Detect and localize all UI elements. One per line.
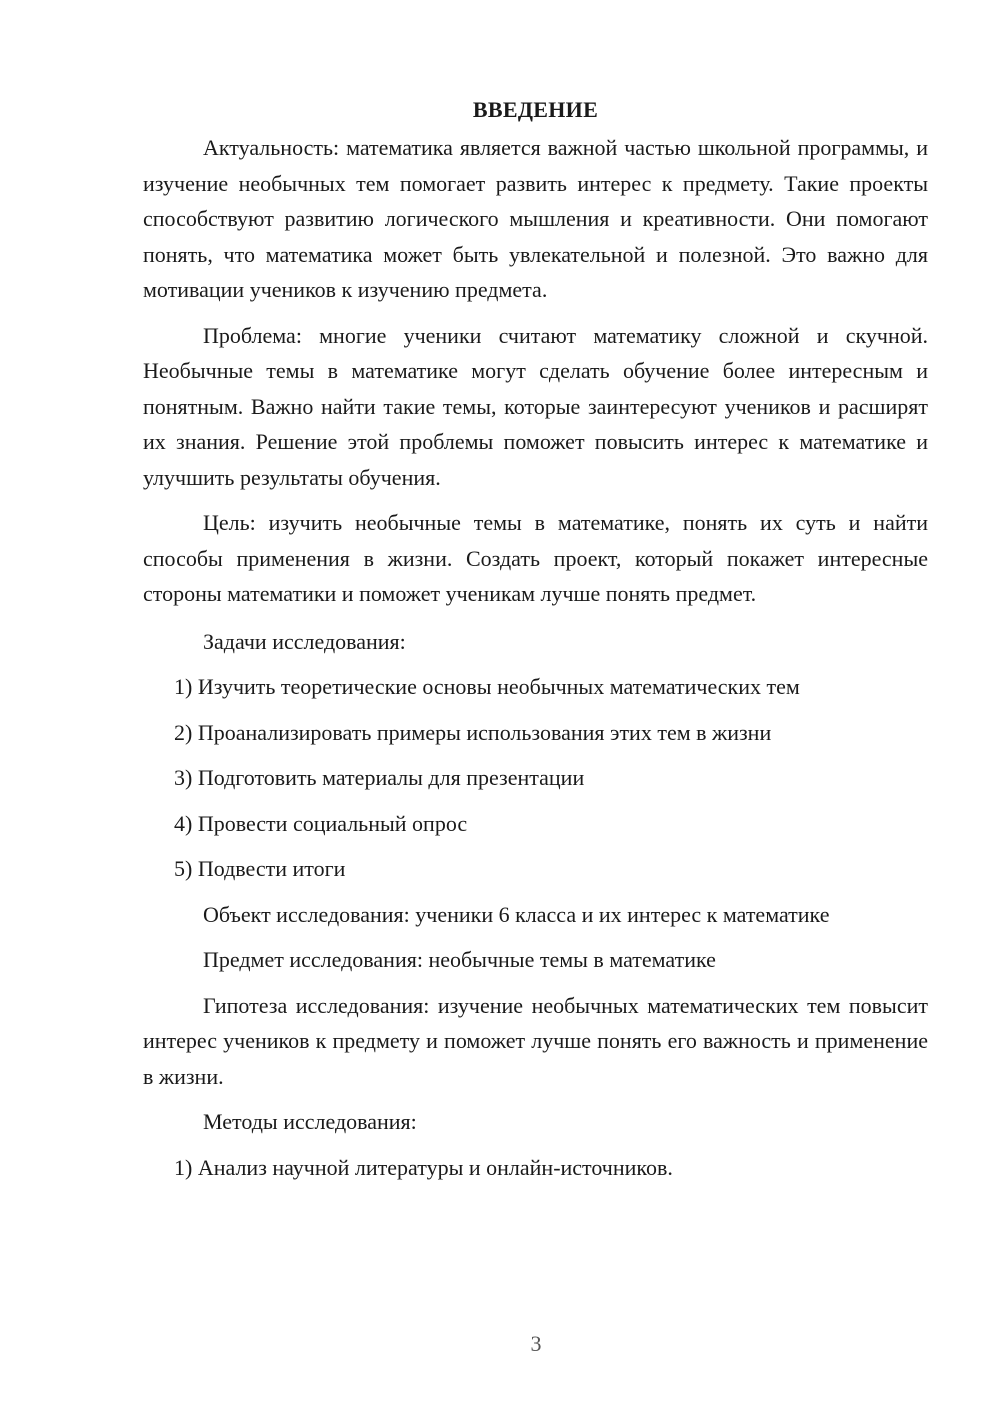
paragraph-relevance: Актуальность: математика является важной частью школьной программы, и изучение необычных тем помогает развить интерес к предмету. Такие проекты способствуют развитию логического мышления и креативности. Они помогают понять, что математика может быть увлекательной и полезной. Это важно для мотивации учеников к изучению предмета. xyxy=(143,135,928,302)
paragraph-goal: Цель: изучить необычные темы в математике, понять их суть и найти способы применения в жизни. Создать проект, который покажет интересные стороны математики и поможет ученикам лучше понять предмет. xyxy=(143,510,928,606)
paragraph-hypothesis: Гипотеза исследования: изучение необычных математических тем повысит интерес учеников к предмету и поможет лучше понять его важность и применение в жизни. xyxy=(143,992,928,1089)
task-item: 1) Изучить теоретические основы необычных математических тем xyxy=(174,674,800,699)
paragraph-problem: Проблема: многие ученики считают математику сложной и скучной. Необычные темы в математике могут сделать обучение более интересным и понятным. Важно найти такие темы, которые заинтересуют учеников и расширят их знания. Решение этой проблемы поможет повысить интерес к математике и улучшить результаты обучения. xyxy=(143,322,928,490)
page-number: 3 xyxy=(530,1331,542,1356)
research-object: Объект исследования: ученики 6 класса и их интерес к математике xyxy=(203,901,830,927)
research-subject: Предмет исследования: необычные темы в математике xyxy=(203,947,716,972)
task-item: 5) Подвести итоги xyxy=(174,856,346,881)
document-page xyxy=(143,90,928,1195)
task-item: 2) Проанализировать примеры использования этих тем в жизни xyxy=(174,719,772,745)
task-item: 4) Провести социальный опрос xyxy=(174,810,468,836)
tasks-heading: Задачи исследования: xyxy=(203,628,406,654)
method-item: 1) Анализ научной литературы и онлайн-источников. xyxy=(174,1154,673,1180)
page-title: ВВЕДЕНИЕ xyxy=(472,97,599,122)
methods-heading: Методы исследования: xyxy=(203,1109,417,1134)
task-item: 3) Подготовить материалы для презентации xyxy=(174,765,585,790)
